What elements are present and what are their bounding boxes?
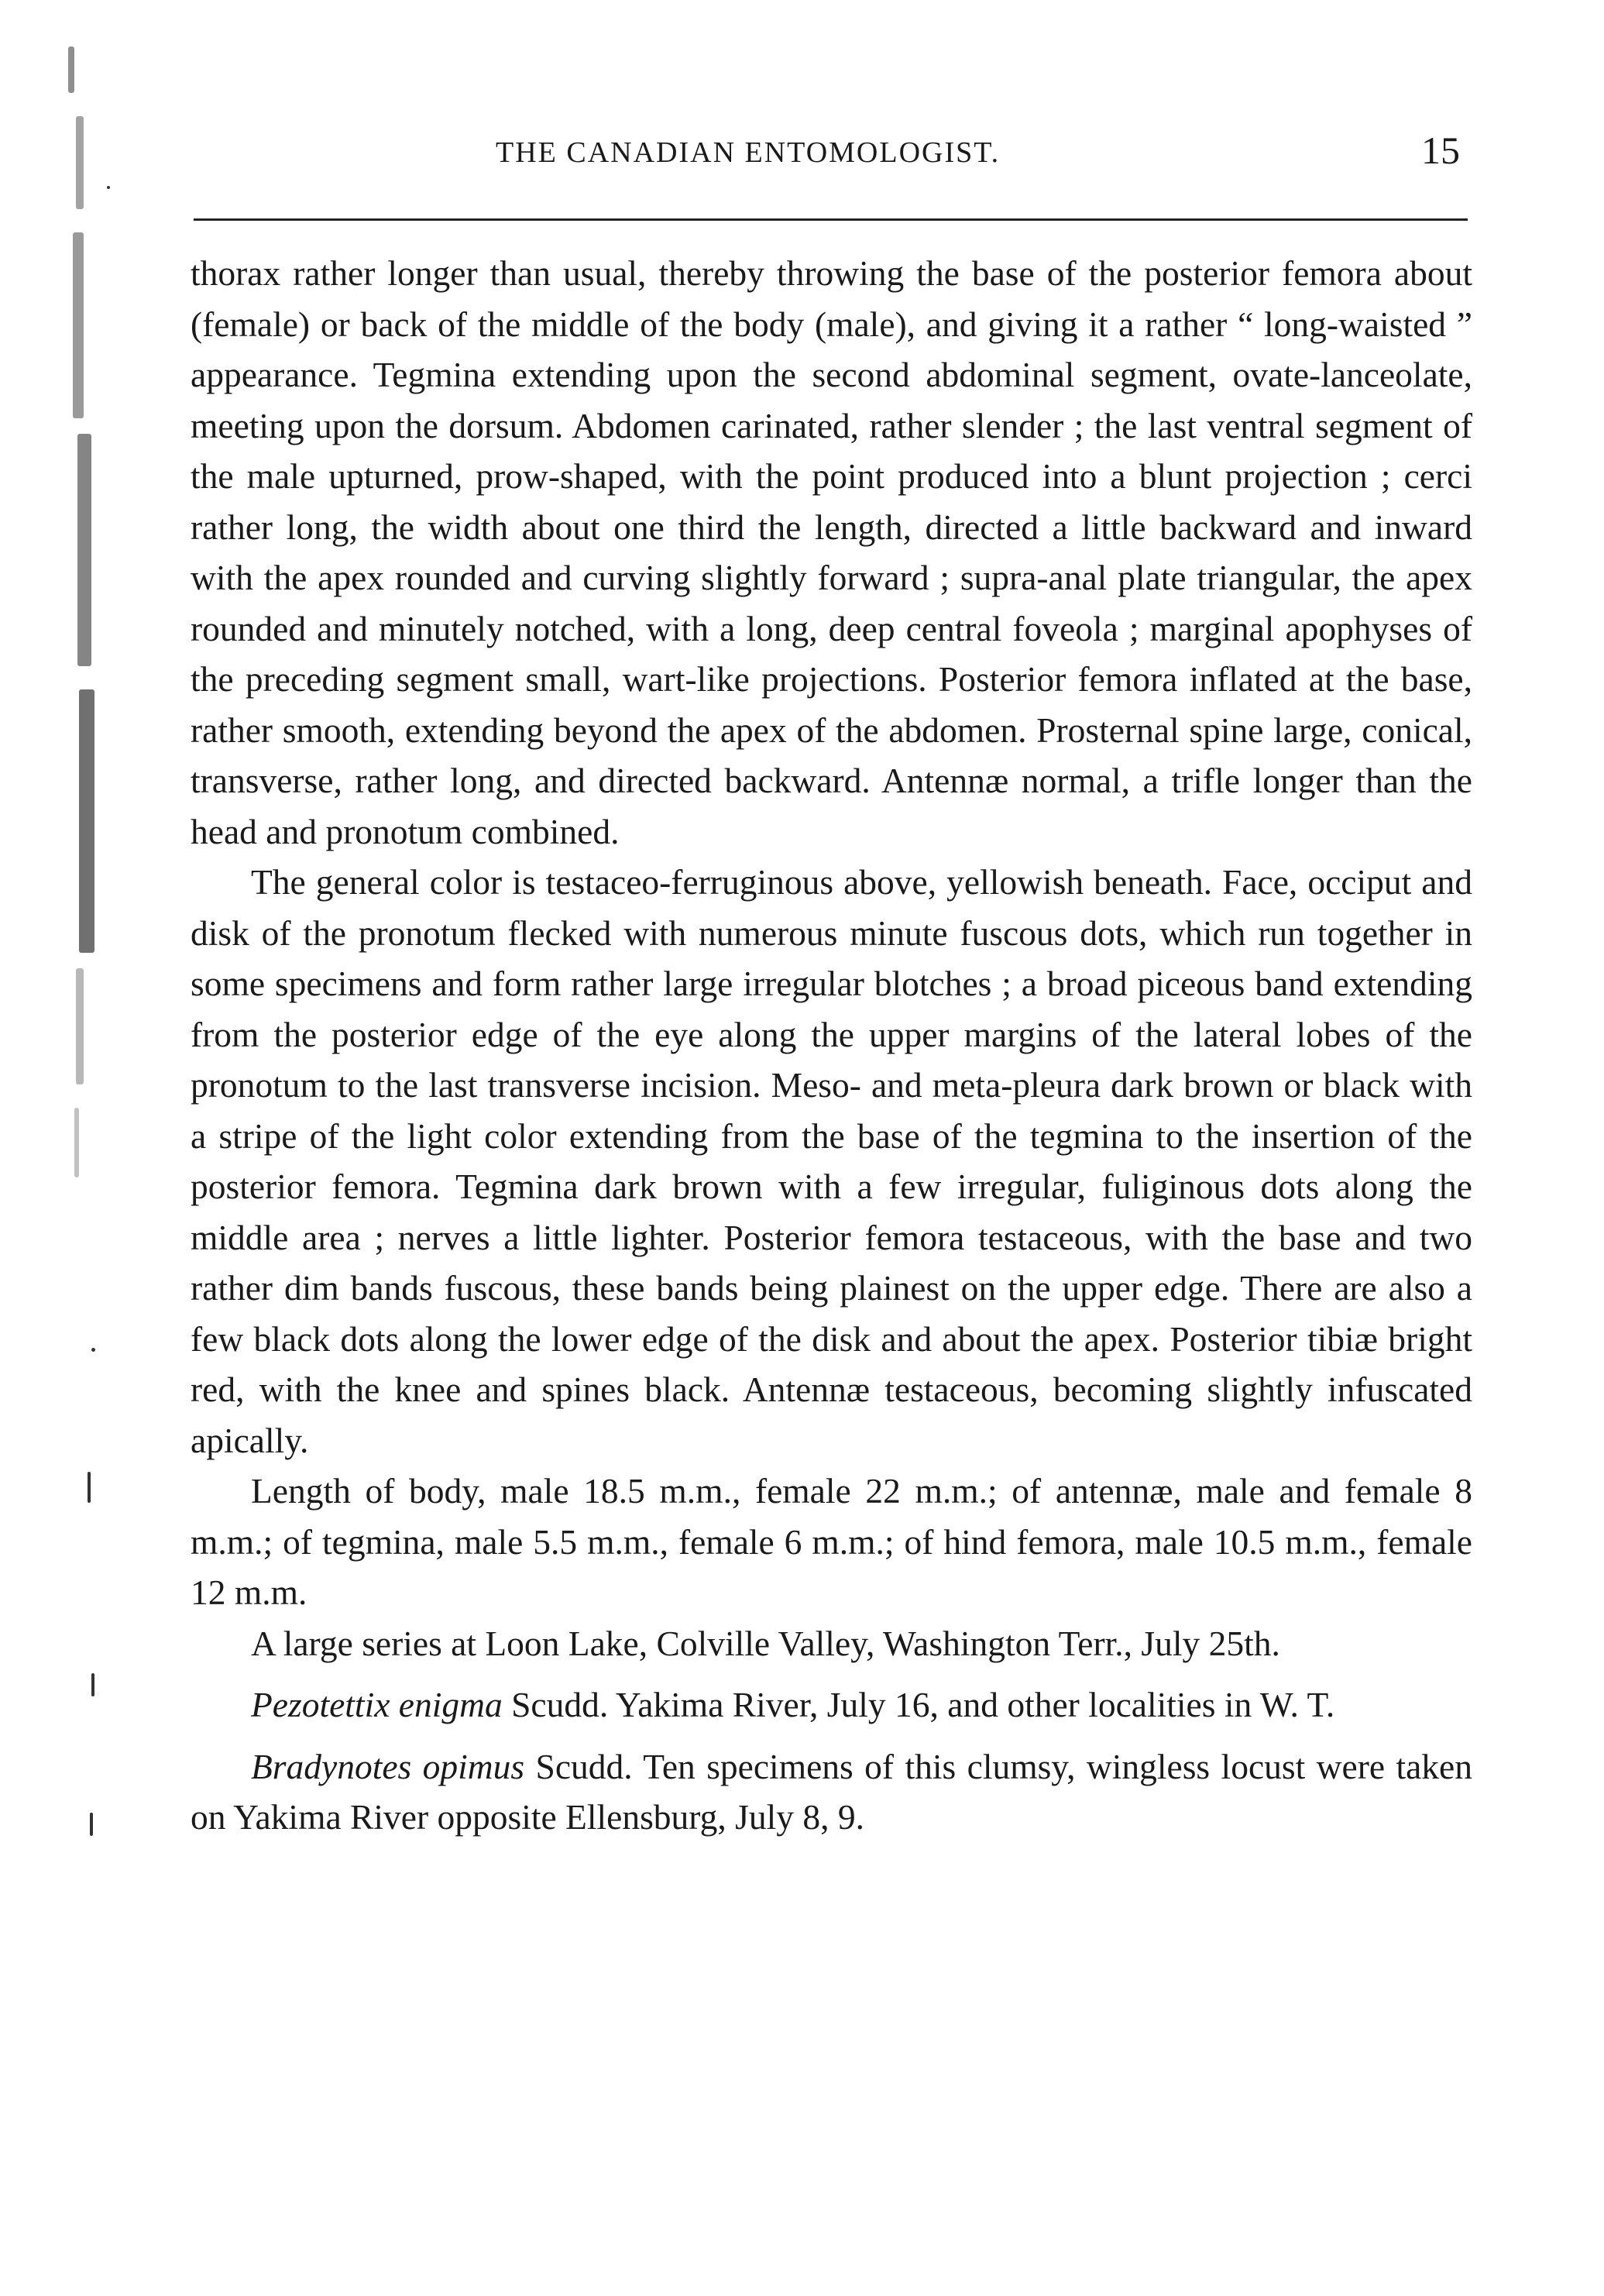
paragraph-coloration: The general color is testaceo-ferruginous above, yellowish beneath. Face, occiput and disk of the pronotum flecked with numerous minute fuscous dots, which run together in some specimens and form rather large irregular blotches ; a broad piceous band extending from the posterior edge of the eye along the upper margins of the lateral lobes of the pronotum to the last transverse incision. Meso- and meta-pleura dark brown or black with a stripe of the light color extending from the base of the tegmina to the insertion of the posterior femora. Tegmina dark brown with a few irregular, fuliginous dots along the middle area ; nerves a little lighter. Posterior femora testaceous, with the base and two rather dim bands fuscous, these bands being plainest on the upper edge. There are also a few black dots along the lower edge of the disk and about the apex. Posterior tibiæ bright red, with the knee and spines black. Antennæ testaceous, becoming slightly infuscated apically.: [191, 862, 1472, 1460]
paragraph-description: thorax rather longer than usual, thereby throwing the base of the posterior femora about (female) or back of the middle of the body (male), and giving it a rather “ long-waisted ” appearance. Tegmina extending upon the second abdominal segment, ovate-lanceolate, meeting upon the dorsum. Abdomen carinated, rather slender ; the last ventral segment of the male upturned, prow-shaped, with the point produced into a blunt projection ; cerci rather long, the width about one third the length, directed a little backward and inward with the apex rounded and curving slightly forward ; supra-anal plate triangular, the apex rounded and minutely notched, with a long, deep central foveola ; marginal apophyses of the preceding segment small, wart-like projections. Posterior femora inflated at the base, rather smooth, extending beyond the apex of the abdomen. Prosternal spine large, conical, transverse, rather long, and directed backward. Antennæ normal, a trifle longer than the head and pronotum combined.: [191, 253, 1472, 851]
page-number: 15: [1421, 129, 1460, 172]
article-body: [191, 248, 1472, 1843]
paragraph-pezotettix: [191, 1679, 1472, 1731]
page-header: [194, 128, 1468, 182]
paragraph-locality: A large series at Loon Lake, Colville Valley, Washington Terr., July 25th.: [251, 1623, 1280, 1663]
species-name: Pezotettix enigma: [251, 1685, 503, 1724]
species-note: Scudd. Ten specimens of this clumsy, wingless locust were taken on Yakima River opposite Ellensburg, July 8, 9.: [191, 1746, 1472, 1837]
paragraph-bradynotes: [191, 1741, 1472, 1843]
running-head: THE CANADIAN ENTOMOLOGIST.: [496, 136, 1001, 169]
species-note: Scudd. Yakima River, July 16, and other localities in W. T.: [502, 1685, 1335, 1724]
species-name: Bradynotes opimus: [251, 1746, 525, 1786]
paragraph-measurements: Length of body, male 18.5 m.m., female 22 m.m.; of antennæ, male and female 8 m.m.; of tegmina, male 5.5 m.m., female 6 m.m.; of hind femora, male 10.5 m.m., female 12 m.m.: [191, 1471, 1472, 1612]
header-rule: [194, 218, 1468, 221]
binding-edge-shadow: [45, 31, 101, 1193]
